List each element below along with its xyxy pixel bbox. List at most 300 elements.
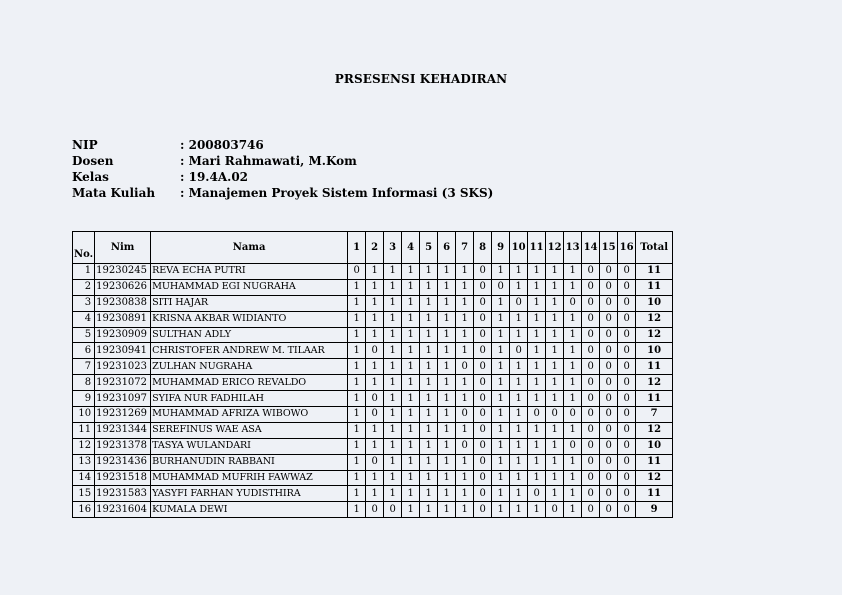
header-session-9: 9 [492, 232, 510, 264]
attendance-cell: 0 [582, 264, 600, 280]
attendance-cell: 1 [456, 502, 474, 518]
attendance-cell: 0 [618, 264, 636, 280]
attendance-cell: 0 [474, 438, 492, 454]
attendance-cell: 1 [456, 279, 474, 295]
attendance-cell: 1 [546, 295, 564, 311]
attendance-cell: 1 [528, 391, 546, 407]
attendance-cell: 1 [492, 391, 510, 407]
attendance-cell: 1 [402, 327, 420, 343]
attendance-cell: 1 [402, 454, 420, 470]
info-value: : 200803746 [180, 138, 264, 152]
attendance-total: 10 [636, 343, 673, 359]
attendance-cell: 1 [528, 454, 546, 470]
attendance-cell: 1 [510, 327, 528, 343]
attendance-cell: 0 [528, 407, 546, 423]
student-name: SYIFA NUR FADHILAH [151, 391, 348, 407]
row-number: 12 [73, 438, 95, 454]
attendance-cell: 1 [528, 422, 546, 438]
attendance-cell: 0 [582, 359, 600, 375]
attendance-cell: 1 [546, 327, 564, 343]
attendance-cell: 1 [564, 359, 582, 375]
attendance-cell: 1 [366, 327, 384, 343]
attendance-cell: 1 [456, 264, 474, 280]
header-total: Total [636, 232, 673, 264]
attendance-cell: 0 [366, 502, 384, 518]
attendance-cell: 1 [366, 438, 384, 454]
attendance-cell: 1 [438, 391, 456, 407]
student-name: SITI HAJAR [151, 295, 348, 311]
table-row [73, 279, 673, 295]
attendance-cell: 1 [456, 422, 474, 438]
attendance-cell: 1 [492, 407, 510, 423]
table-row [73, 359, 673, 375]
table-row [73, 343, 673, 359]
attendance-cell: 1 [528, 343, 546, 359]
table-row [73, 391, 673, 407]
table-row [73, 502, 673, 518]
attendance-cell: 0 [456, 359, 474, 375]
attendance-cell: 1 [564, 343, 582, 359]
attendance-cell: 0 [582, 391, 600, 407]
attendance-cell: 1 [348, 295, 366, 311]
attendance-cell: 1 [492, 343, 510, 359]
attendance-cell: 1 [546, 438, 564, 454]
attendance-cell: 1 [402, 470, 420, 486]
attendance-cell: 1 [510, 391, 528, 407]
student-nim: 19231378 [95, 438, 151, 454]
header-no: No. [73, 232, 95, 264]
attendance-cell: 1 [348, 454, 366, 470]
attendance-cell: 0 [456, 407, 474, 423]
attendance-cell: 1 [456, 327, 474, 343]
attendance-cell: 1 [546, 454, 564, 470]
attendance-cell: 1 [546, 264, 564, 280]
header-session-5: 5 [420, 232, 438, 264]
attendance-cell: 0 [600, 375, 618, 391]
attendance-cell: 0 [582, 327, 600, 343]
attendance-cell: 0 [474, 502, 492, 518]
table-header-row [73, 232, 673, 264]
attendance-total: 11 [636, 279, 673, 295]
attendance-cell: 1 [510, 454, 528, 470]
attendance-cell: 0 [600, 486, 618, 502]
attendance-cell: 1 [564, 486, 582, 502]
attendance-total: 12 [636, 422, 673, 438]
attendance-cell: 1 [546, 470, 564, 486]
info-row-nip [72, 137, 493, 153]
header-session-16: 16 [618, 232, 636, 264]
attendance-cell: 0 [582, 375, 600, 391]
attendance-cell: 1 [384, 279, 402, 295]
table-row [73, 295, 673, 311]
attendance-cell: 1 [456, 343, 474, 359]
student-name: MUHAMMAD ERICO REVALDO [151, 375, 348, 391]
attendance-cell: 0 [600, 295, 618, 311]
attendance-cell: 1 [438, 438, 456, 454]
attendance-cell: 0 [366, 454, 384, 470]
attendance-total: 7 [636, 407, 673, 423]
attendance-cell: 1 [510, 311, 528, 327]
attendance-cell: 1 [456, 295, 474, 311]
attendance-cell: 0 [582, 438, 600, 454]
student-nim: 19231097 [95, 391, 151, 407]
info-value: : Manajemen Proyek Sistem Informasi (3 SKS) [180, 186, 494, 200]
attendance-cell: 1 [510, 359, 528, 375]
attendance-cell: 1 [348, 343, 366, 359]
row-number: 11 [73, 422, 95, 438]
attendance-cell: 1 [546, 359, 564, 375]
attendance-total: 12 [636, 375, 673, 391]
attendance-cell: 1 [492, 327, 510, 343]
student-nim: 19231518 [95, 470, 151, 486]
attendance-cell: 0 [618, 438, 636, 454]
attendance-cell: 1 [366, 422, 384, 438]
attendance-cell: 1 [492, 438, 510, 454]
row-number: 15 [73, 486, 95, 502]
attendance-cell: 0 [474, 486, 492, 502]
info-value: : Mari Rahmawati, M.Kom [180, 154, 357, 168]
header-nim: Nim [95, 232, 151, 264]
attendance-cell: 0 [600, 327, 618, 343]
attendance-cell: 0 [618, 295, 636, 311]
attendance-cell: 1 [564, 327, 582, 343]
attendance-cell: 1 [384, 375, 402, 391]
attendance-cell: 1 [384, 438, 402, 454]
attendance-cell: 1 [528, 327, 546, 343]
row-number: 6 [73, 343, 95, 359]
row-number: 8 [73, 375, 95, 391]
attendance-cell: 1 [456, 391, 474, 407]
header-session-3: 3 [384, 232, 402, 264]
attendance-cell: 1 [438, 375, 456, 391]
attendance-cell: 0 [492, 279, 510, 295]
attendance-cell: 1 [348, 486, 366, 502]
table-row [73, 375, 673, 391]
attendance-cell: 1 [438, 407, 456, 423]
student-nim: 19231344 [95, 422, 151, 438]
attendance-cell: 1 [420, 407, 438, 423]
row-number: 5 [73, 327, 95, 343]
attendance-cell: 0 [474, 343, 492, 359]
student-name: SULTHAN ADLY [151, 327, 348, 343]
attendance-cell: 1 [420, 279, 438, 295]
attendance-cell: 1 [402, 311, 420, 327]
attendance-cell: 1 [384, 264, 402, 280]
attendance-cell: 1 [420, 375, 438, 391]
student-nim: 19230909 [95, 327, 151, 343]
attendance-cell: 1 [348, 407, 366, 423]
attendance-total: 12 [636, 327, 673, 343]
header-session-12: 12 [546, 232, 564, 264]
header-session-13: 13 [564, 232, 582, 264]
attendance-cell: 1 [564, 311, 582, 327]
attendance-cell: 0 [600, 422, 618, 438]
attendance-cell: 1 [402, 343, 420, 359]
attendance-cell: 0 [600, 438, 618, 454]
table-row [73, 327, 673, 343]
attendance-cell: 1 [384, 486, 402, 502]
student-nim: 19231023 [95, 359, 151, 375]
attendance-cell: 1 [564, 422, 582, 438]
attendance-cell: 0 [582, 311, 600, 327]
attendance-cell: 1 [348, 311, 366, 327]
attendance-cell: 1 [510, 502, 528, 518]
attendance-cell: 1 [420, 470, 438, 486]
attendance-cell: 1 [510, 264, 528, 280]
attendance-cell: 1 [348, 470, 366, 486]
attendance-cell: 1 [384, 295, 402, 311]
attendance-cell: 1 [348, 327, 366, 343]
attendance-cell: 1 [492, 502, 510, 518]
attendance-cell: 0 [474, 295, 492, 311]
attendance-total: 9 [636, 502, 673, 518]
attendance-cell: 1 [420, 343, 438, 359]
attendance-total: 10 [636, 295, 673, 311]
attendance-cell: 1 [546, 343, 564, 359]
attendance-cell: 1 [402, 359, 420, 375]
attendance-cell: 0 [546, 502, 564, 518]
attendance-cell: 1 [402, 407, 420, 423]
student-name: KUMALA DEWI [151, 502, 348, 518]
row-number: 13 [73, 454, 95, 470]
attendance-cell: 1 [366, 486, 384, 502]
attendance-cell: 0 [582, 486, 600, 502]
student-nim: 19230245 [95, 264, 151, 280]
attendance-cell: 0 [474, 327, 492, 343]
attendance-cell: 1 [492, 454, 510, 470]
attendance-cell: 1 [348, 359, 366, 375]
attendance-cell: 0 [456, 438, 474, 454]
table-row [73, 264, 673, 280]
attendance-cell: 1 [402, 438, 420, 454]
table-row [73, 470, 673, 486]
attendance-total: 12 [636, 470, 673, 486]
attendance-cell: 1 [420, 502, 438, 518]
attendance-total: 11 [636, 486, 673, 502]
header-session-7: 7 [456, 232, 474, 264]
table-row [73, 407, 673, 423]
attendance-cell: 1 [528, 375, 546, 391]
attendance-cell: 1 [438, 454, 456, 470]
row-number: 16 [73, 502, 95, 518]
attendance-cell: 1 [402, 486, 420, 502]
attendance-cell: 0 [546, 407, 564, 423]
attendance-cell: 0 [474, 470, 492, 486]
attendance-cell: 1 [384, 454, 402, 470]
attendance-cell: 1 [546, 279, 564, 295]
table-row [73, 438, 673, 454]
attendance-cell: 0 [600, 454, 618, 470]
attendance-cell: 1 [384, 359, 402, 375]
attendance-cell: 1 [438, 470, 456, 486]
attendance-cell: 1 [492, 470, 510, 486]
attendance-cell: 1 [510, 486, 528, 502]
attendance-cell: 1 [456, 454, 474, 470]
attendance-cell: 1 [438, 279, 456, 295]
row-number: 4 [73, 311, 95, 327]
attendance-cell: 1 [438, 486, 456, 502]
attendance-cell: 1 [420, 311, 438, 327]
attendance-total: 10 [636, 438, 673, 454]
attendance-cell: 0 [600, 264, 618, 280]
attendance-cell: 1 [528, 502, 546, 518]
attendance-cell: 1 [510, 422, 528, 438]
student-name: ZULHAN NUGRAHA [151, 359, 348, 375]
attendance-cell: 1 [366, 359, 384, 375]
attendance-cell: 0 [366, 343, 384, 359]
attendance-cell: 0 [600, 470, 618, 486]
attendance-cell: 1 [510, 375, 528, 391]
attendance-cell: 1 [564, 279, 582, 295]
attendance-cell: 1 [402, 295, 420, 311]
attendance-cell: 0 [528, 486, 546, 502]
attendance-cell: 1 [348, 391, 366, 407]
attendance-cell: 1 [438, 311, 456, 327]
attendance-total: 11 [636, 264, 673, 280]
attendance-cell: 0 [600, 343, 618, 359]
attendance-cell: 1 [456, 375, 474, 391]
attendance-cell: 0 [474, 279, 492, 295]
attendance-cell: 0 [600, 407, 618, 423]
info-value: : 19.4A.02 [180, 170, 249, 184]
header-session-14: 14 [582, 232, 600, 264]
attendance-cell: 1 [438, 343, 456, 359]
attendance-cell: 1 [564, 470, 582, 486]
attendance-cell: 1 [420, 264, 438, 280]
attendance-cell: 1 [420, 359, 438, 375]
table-row [73, 311, 673, 327]
student-name: YASYFI FARHAN YUDISTHIRA [151, 486, 348, 502]
header-session-10: 10 [510, 232, 528, 264]
attendance-cell: 0 [618, 502, 636, 518]
attendance-cell: 1 [366, 375, 384, 391]
attendance-cell: 1 [492, 295, 510, 311]
attendance-cell: 0 [474, 311, 492, 327]
attendance-total: 11 [636, 454, 673, 470]
row-number: 2 [73, 279, 95, 295]
table-row [73, 454, 673, 470]
attendance-cell: 1 [492, 264, 510, 280]
attendance-cell: 1 [546, 311, 564, 327]
student-nim: 19230891 [95, 311, 151, 327]
student-nim: 19231604 [95, 502, 151, 518]
info-label: Kelas [72, 170, 109, 184]
attendance-cell: 1 [564, 391, 582, 407]
student-nim: 19231072 [95, 375, 151, 391]
attendance-cell: 1 [510, 279, 528, 295]
student-nim: 19231583 [95, 486, 151, 502]
attendance-cell: 0 [474, 407, 492, 423]
info-label: Dosen [72, 154, 114, 168]
header-session-15: 15 [600, 232, 618, 264]
attendance-cell: 1 [492, 486, 510, 502]
attendance-cell: 0 [366, 391, 384, 407]
attendance-cell: 1 [420, 295, 438, 311]
attendance-cell: 1 [438, 359, 456, 375]
attendance-cell: 1 [348, 375, 366, 391]
attendance-cell: 1 [528, 311, 546, 327]
attendance-cell: 0 [564, 438, 582, 454]
attendance-cell: 1 [348, 422, 366, 438]
row-number: 9 [73, 391, 95, 407]
attendance-cell: 1 [402, 279, 420, 295]
student-name: KRISNA AKBAR WIDIANTO [151, 311, 348, 327]
row-number: 7 [73, 359, 95, 375]
info-row-mata-kuliah [72, 185, 493, 201]
student-name: MUHAMMAD AFRIZA WIBOWO [151, 407, 348, 423]
attendance-cell: 1 [420, 391, 438, 407]
attendance-cell: 0 [618, 343, 636, 359]
page-title: PRSESENSI KEHADIRAN [334, 72, 508, 86]
attendance-cell: 1 [546, 422, 564, 438]
attendance-cell: 0 [366, 407, 384, 423]
attendance-cell: 0 [582, 279, 600, 295]
attendance-cell: 0 [618, 327, 636, 343]
attendance-cell: 0 [618, 454, 636, 470]
attendance-cell: 0 [618, 422, 636, 438]
attendance-cell: 1 [384, 422, 402, 438]
attendance-cell: 0 [564, 295, 582, 311]
attendance-cell: 0 [474, 375, 492, 391]
attendance-cell: 0 [474, 359, 492, 375]
attendance-cell: 0 [600, 502, 618, 518]
attendance-cell: 1 [528, 279, 546, 295]
row-number: 1 [73, 264, 95, 280]
header-session-1: 1 [348, 232, 366, 264]
attendance-cell: 0 [618, 359, 636, 375]
header-session-6: 6 [438, 232, 456, 264]
attendance-cell: 0 [510, 295, 528, 311]
attendance-cell: 0 [582, 502, 600, 518]
attendance-total: 12 [636, 311, 673, 327]
attendance-cell: 0 [618, 486, 636, 502]
student-name: TASYA WULANDARI [151, 438, 348, 454]
attendance-cell: 1 [456, 470, 474, 486]
attendance-cell: 1 [348, 438, 366, 454]
attendance-cell: 1 [402, 264, 420, 280]
attendance-cell: 0 [510, 343, 528, 359]
attendance-cell: 1 [546, 375, 564, 391]
attendance-cell: 1 [492, 311, 510, 327]
attendance-cell: 1 [366, 470, 384, 486]
attendance-cell: 1 [492, 375, 510, 391]
row-number: 14 [73, 470, 95, 486]
attendance-cell: 1 [510, 407, 528, 423]
info-row-dosen [72, 153, 493, 169]
attendance-cell: 0 [474, 264, 492, 280]
attendance-cell: 1 [420, 486, 438, 502]
attendance-cell: 1 [366, 264, 384, 280]
attendance-cell: 1 [348, 279, 366, 295]
student-name: BURHANUDIN RABBANI [151, 454, 348, 470]
attendance-total: 11 [636, 359, 673, 375]
table-row [73, 422, 673, 438]
info-label: Mata Kuliah [72, 186, 156, 200]
attendance-cell: 0 [582, 470, 600, 486]
student-name: MUHAMMAD MUFRIH FAWWAZ [151, 470, 348, 486]
attendance-cell: 1 [528, 438, 546, 454]
attendance-cell: 1 [456, 311, 474, 327]
attendance-total: 11 [636, 391, 673, 407]
student-nim: 19230626 [95, 279, 151, 295]
attendance-cell: 1 [384, 470, 402, 486]
attendance-cell: 0 [582, 407, 600, 423]
attendance-cell: 0 [618, 311, 636, 327]
header-session-8: 8 [474, 232, 492, 264]
header-session-4: 4 [402, 232, 420, 264]
attendance-cell: 0 [582, 422, 600, 438]
attendance-cell: 1 [564, 264, 582, 280]
